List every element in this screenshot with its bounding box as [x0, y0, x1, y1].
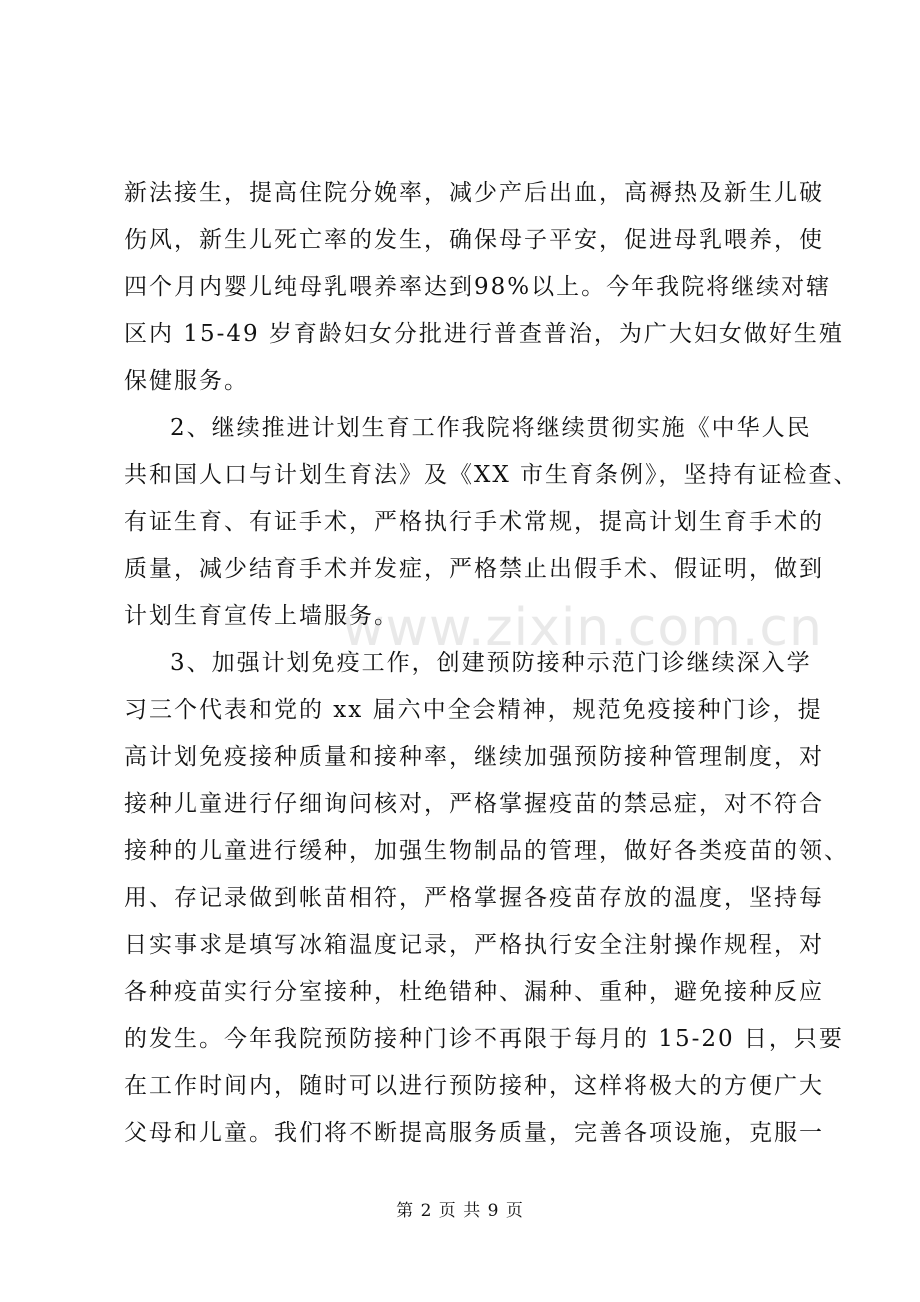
text-line: 父母和儿童。我们将不断提高服务质量，完善各项设施，克服一	[124, 1120, 824, 1146]
text-line: 质量，减少结育手术并发症，严格禁止出假手术、假证明，做到	[124, 556, 824, 582]
text-line: 日实事求是填写冰箱温度记录，严格执行安全注射操作规程，对	[124, 932, 824, 958]
text-line: 用、存记录做到帐苗相符，严格掌握各疫苗存放的温度，坚持每	[124, 885, 824, 911]
text-line: 在工作时间内，随时可以进行预防接种，这样将极大的方便广大	[124, 1073, 824, 1099]
text-line: 高计划免疫接种质量和接种率，继续加强预防接种管理制度，对	[124, 744, 824, 770]
text-line: 新法接生，提高住院分娩率，减少产后出血，高褥热及新生儿破	[124, 180, 824, 206]
watermark: www.zixin.com.cn	[342, 598, 823, 658]
page-footer: 第 2 页 共 9 页	[396, 1201, 524, 1221]
text-line: 计划生育宣传上墙服务。	[124, 603, 399, 629]
text-line: 习三个代表和党的 xx 届六中全会精神，规范免疫接种门诊，提	[124, 697, 823, 723]
paragraph-2-start: 2、继续推进计划生育工作我院将继续贯彻实施《中华人民	[170, 415, 812, 441]
document-body	[124, 170, 859, 1157]
text-line: 伤风，新生儿死亡率的发生，确保母子平安，促进母乳喂养，使	[124, 227, 824, 253]
text-line: 各种疫苗实行分室接种，杜绝错种、漏种、重种，避免接种反应	[124, 979, 824, 1005]
paragraph-3-start: 3、加强计划免疫工作，创建预防接种示范门诊继续深入学	[170, 650, 812, 676]
text-line: 接种儿童进行仔细询问核对，严格掌握疫苗的禁忌症，对不符合	[124, 791, 824, 817]
text-line: 区内 15-49 岁育龄妇女分批进行普查普治，为广大妇女做好生殖	[124, 321, 844, 347]
text-line: 保健服务。	[124, 368, 249, 394]
text-line: 的发生。今年我院预防接种门诊不再限于每月的 15-20 日，只要	[124, 1026, 844, 1052]
text-line: 接种的儿童进行缓种，加强生物制品的管理，做好各类疫苗的领、	[124, 838, 849, 864]
text-line: 共和国人口与计划生育法》及《XX 市生育条例》，坚持有证检查、	[124, 462, 859, 488]
text-line: 有证生育、有证手术，严格执行手术常规，提高计划生育手术的	[124, 509, 824, 535]
text-line: 四个月内婴儿纯母乳喂养率达到98%以上。今年我院将继续对辖	[124, 274, 832, 300]
